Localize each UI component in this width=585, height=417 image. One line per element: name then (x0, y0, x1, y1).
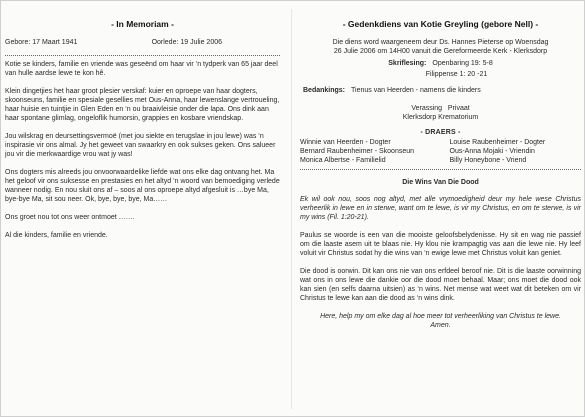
reflection-paragraph-1: Paulus se woorde is een van die mooiste geloofsbelydenisse. Hy sit en wag nie passief om die laaste asem uit te blaas nie. Hy klou nie krampagtig vas aan die lewe nie. Hy leef voluit vir Christus sodat hy die wins van ‘n ewige lewe met Christus voluit kan geniet. (300, 232, 581, 257)
closing-prayer: Here, help my om elke dag al hoe meer tot verheerliking van Christus te lewe. Amen. (320, 313, 561, 329)
wins-title: Die Wins Van Die Dood (402, 179, 479, 186)
memoriam-paragraph-4: Ons dogters mis alreeds jou onvoorwaardelike liefde wat ons elke dag ontvang het. Ma het geloof vir ons suksesse en prestasies en het altyd ‘n woord van bemoediging verlede wanneer nodig. En nou sluit ons af – soos al ons oproepe altyd afgesluit is …bye Ma, bye-bye Ma, sit sou neer. Ok, bye, bye, bye, Ma…… (5, 169, 280, 203)
draer-name: Winnie van Heerden - Dogter (300, 139, 391, 146)
birth-date: Gebore: 17 Maart 1941 (5, 39, 78, 46)
draers-list (300, 138, 581, 165)
cremation-line-2: Klerksdorp Krematorium (402, 114, 479, 121)
reflection-paragraph-2: Die dood is oorwin. Dit kan ons nie van ons erfdeel beroof nie. Dit is die laaste oorwinning wat ons in ons lewe die dankie oor die dood moet behaal. Maar; ons moet die dood ook kan sien (en selfs daarna uitsien) as ‘n wins. Net mense wat weet wat dit beteken om vir Christus te lewe kan aan die dood as ‘n wins dink. (300, 268, 581, 302)
thanks-text: Tienus van Heerden - namens die kinders (351, 87, 481, 94)
scripture-2: Filippense 1: 20 -21 (425, 71, 488, 78)
draers-title: - DRAERS - (420, 129, 461, 136)
scripture-label: Skriflesing: (388, 60, 427, 67)
draers-rule (300, 169, 581, 170)
column-divider (291, 9, 292, 409)
service-heading: - Gedenkdiens van Kotie Greyling (gebore Nell) - (342, 19, 539, 29)
memoriam-paragraph-2: Klein dingetjies het haar groot plesier verskaf: kuier en oproepe van haar dogters, skoonseuns, familie en spesiale gesellies met Ous-Anna, haar lewenslange vertroueling, haar huisie en tuintjie in Glen Eden en ‘n ou braaivleisie onder die lapa. Ons dink aan haar spontane glimlag, ongeloflik humorsin, grappies en kosbare vriendskap. (5, 88, 280, 122)
in-memoriam-heading: - In Memoriam - (111, 19, 174, 29)
thanks-line (300, 86, 581, 95)
draer-name: Billy Honeybone - Vriend (449, 157, 527, 164)
scripture-1: Openbaring 19: 5-8 (432, 60, 493, 67)
memoriam-paragraph-5: Ons groet nou tot ons weer ontmoet ……. (5, 214, 135, 221)
draer-name: Ous-Anna Mojaki - Vriendin (449, 148, 535, 155)
scripture-quote: Ek wil ook nou, soos nog altyd, met alle vrymoedigheid deur my hele wese Christus verheerlik in lewe en in sterwe, want om te lewe, is vir my Christus, en om te sterwe, is vir my wins (Fil. 1:20-21). (300, 196, 581, 221)
death-date: Oorlede: 19 Julie 2006 (151, 39, 222, 46)
service-intro-line-2: 26 Julie 2006 om 14H00 vanuit die Gereformeerde Kerk - Klerksdorp (333, 48, 548, 55)
memoriam-signoff: Al die kinders, familie en vriende. (5, 232, 108, 239)
memoriam-paragraph-1: Kotie se kinders, familie en vriende was geseënd om haar vir ‘n tydperk van 65 jaar deel van hulle aardse lewe te kon hê. (5, 61, 278, 77)
scripture-line (300, 59, 581, 68)
thanks-label: Bedankings: (303, 87, 346, 94)
dates-rule (5, 55, 280, 56)
service-intro-line-1: Die diens word waargeneem deur Ds. Hannes Pieterse op Woensdag (332, 39, 549, 46)
memoriam-paragraph-3: Jou wilskrag en deursettingsvermoë (met jou siekte en terugslae in jou lewe) was ‘n inspirasie vir ons almal. Jy het geweet van swaarkry en ook sukses geken. Ons salueer jou vir die merkwaardige vrou wat jy was! (5, 133, 276, 158)
dates-line (5, 38, 280, 47)
cremation-line-1: Verassing Privaat (411, 105, 470, 112)
service-column (300, 19, 581, 330)
draer-name: Bernard Raubenheimer - Skoonseun (300, 148, 415, 155)
draer-name: Louise Raubenheimer - Dogter (449, 139, 546, 146)
in-memoriam-column (5, 19, 280, 249)
draer-name: Monica Albertse - Familielid (300, 157, 386, 164)
